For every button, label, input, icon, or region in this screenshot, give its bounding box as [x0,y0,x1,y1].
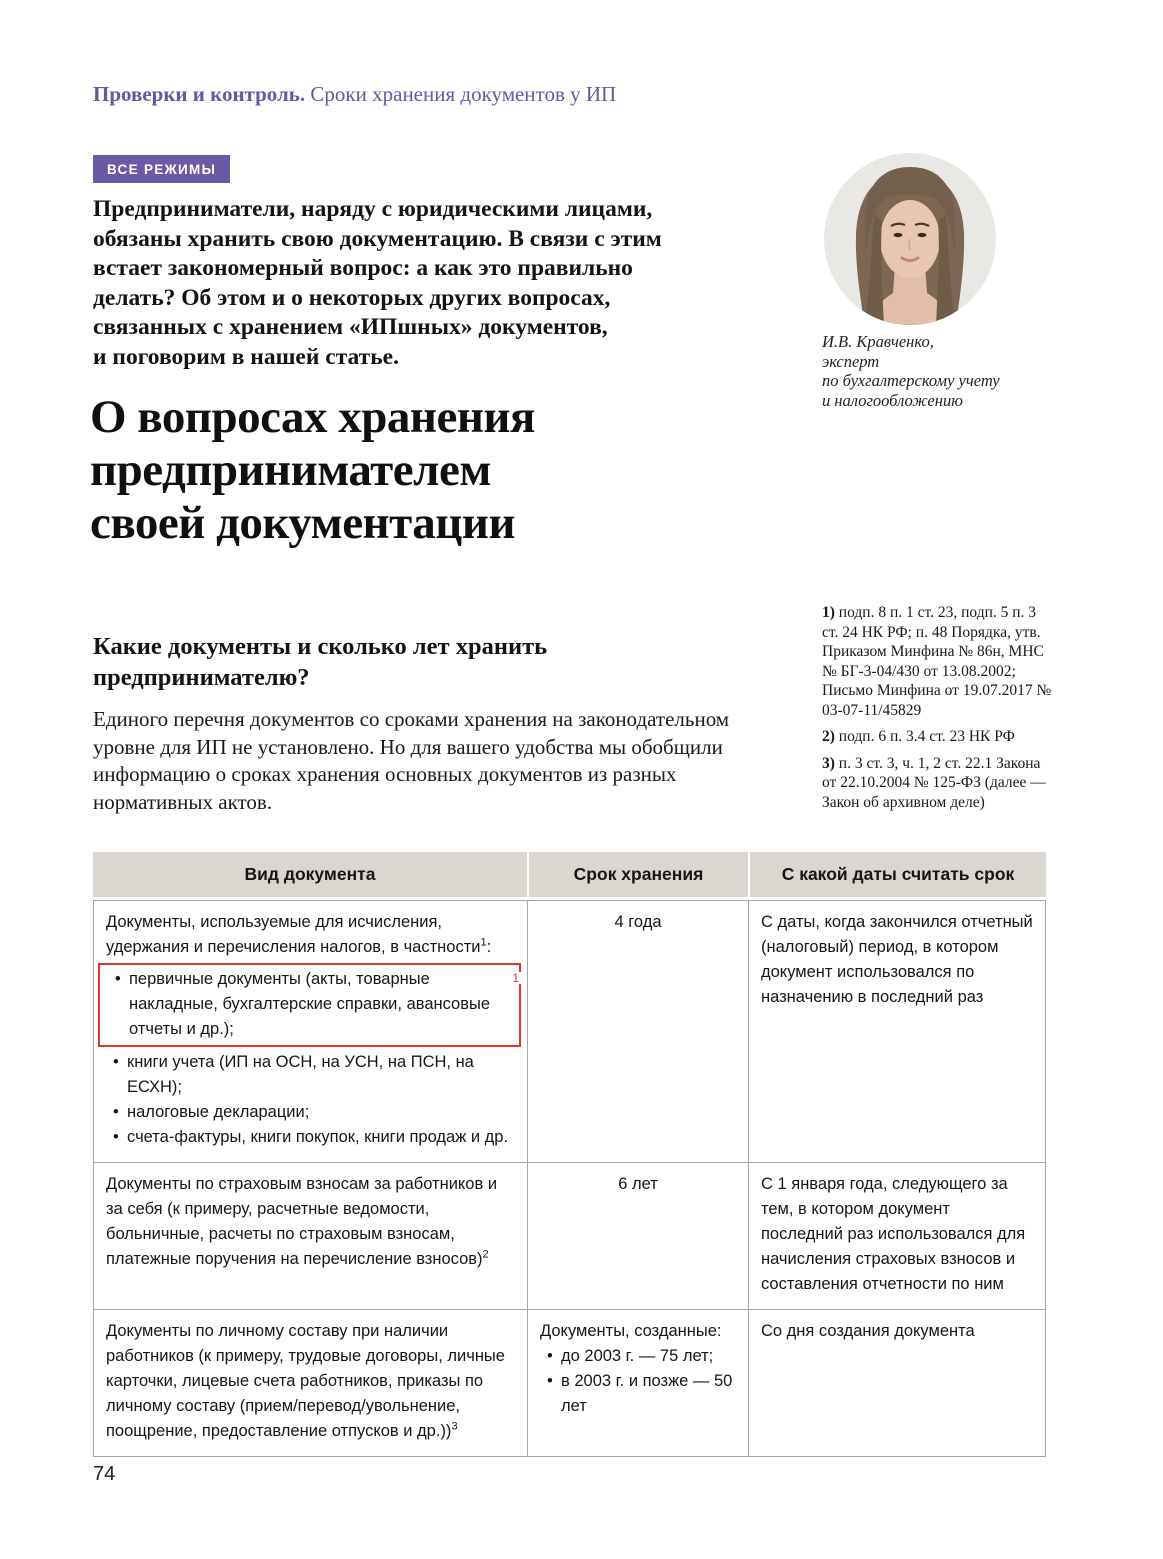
author-photo [824,153,996,325]
table-row-tax-documents [94,901,1045,1162]
bullet-text: до 2003 г. — 75 лет; [561,1347,714,1365]
title-line: своей документации [90,497,516,549]
table-body [93,900,1046,1457]
storage-term-cell [527,1310,748,1456]
title-line: предпринимателем [90,444,491,496]
bullet-text: налоговые декларации; [127,1103,310,1121]
lede-line: и поговорим в нашей статье. [93,343,399,370]
footnote-number: 3) [822,754,835,772]
bullet-text: книги учета (ИП на ОСН, на УСН, на ПСН, на ЕСХН); [127,1053,474,1096]
author-role-line: по бухгалтерскому учету [822,371,1000,390]
storage-term-cell: 6 лет [527,1163,748,1309]
footnote-ref-1: 1 [480,936,487,949]
title-line: О вопросах хранения [90,391,535,443]
date-from-cell: С даты, когда закончился отчетный (налоговый) период, в котором документ использовался по назначению в последний раз [748,901,1045,1162]
footnotes [822,603,1054,819]
bullet-item [106,1050,515,1100]
storage-terms-table [93,852,1046,1457]
rubric-kicker [93,82,616,107]
highlighted-bullet-primary-documents [98,963,521,1047]
lede-line: встает закономерный вопрос: а как это правильно [93,255,633,281]
bullet-item [106,1125,515,1150]
header-cell-storage-term: Срок хранения [527,852,748,897]
term-intro: Документы, созданные: [540,1322,722,1340]
cell-intro: Документы, используемые для исчисления, удержания и перечисления налогов, в частности$^1$: [106,913,492,956]
bullet-item [106,1100,515,1125]
rubric-subtitle: Сроки хранения документов у ИП [310,82,617,106]
cell-text: Документы по страховым взносам за работников и за себя (к примеру, расчетные ведомости, больничные, расчеты по страховым взносам, платежные поручения на перечисление взносов)$^2$ [106,1175,498,1268]
lede-paragraph [93,195,662,372]
footnote-text: подп. 6 п. 3.4 ст. 23 НК РФ [838,728,1015,745]
lede-line: Предприниматели, наряду с юридическими лицами, [93,196,653,222]
lede-line: обязаны хранить свою документацию. В связи с этим [93,225,662,252]
regimes-badge: ВСЕ РЕЖИМЫ [93,155,230,183]
header-cell-date-from: С какой даты считать срок [748,852,1046,897]
date-from-cell: С 1 января года, следующего за тем, в котором документ последний раз использовался для начисления страховых взносов и составления отчетности по ним [748,1163,1045,1309]
cell-text: Документы по личному составу при наличии работников (к примеру, трудовые договоры, личные карточки, лицевые счета работников, приказы по личному составу (прием/перевод/увольнение, поощрение, предоставление отпусков и др.))$^3$ [106,1322,505,1440]
bullet-text: счета-фактуры, книги покупок, книги продаж и др. [127,1128,509,1146]
bullet-item [540,1369,736,1419]
rubric-name: Проверки и контроль. [93,82,306,106]
author-role: эксперт [822,351,880,371]
date-from-cell: Со дня создания документа [748,1310,1045,1456]
storage-term-cell: 4 года [527,901,748,1162]
table-row-personnel-documents [94,1309,1045,1456]
footnote-text: подп. 8 п. 1 ст. 23, подп. 5 п. 3 ст. 24 НК РФ; п. 48 Порядка, утв. Приказом Минфина № 86н, МНС № БГ-3-04/430 от 13.08.2002; Письмо Минфина от 19.07.2017 № 03-07-11/45829 [822,604,1052,719]
footnote-item [822,727,1054,747]
article-title [90,391,535,550]
footnote-number: 1) [822,604,835,621]
lede-line: связанных с хранением «ИПшных» документов, [93,314,608,340]
footnote-ref-3: 3 [451,1420,458,1433]
author-caption [822,332,1000,410]
highlight-marker: • 1 [512,971,519,985]
document-type-cell [94,1163,527,1309]
portrait-illustration [824,153,996,325]
footnote-item [822,603,1054,720]
author-name: И.В. Кравченко, [822,332,934,351]
bullet-item [540,1344,736,1369]
footnote-text: п. 3 ст. 3, ч. 1, 2 ст. 22.1 Закона от 22.10.2004 № 125-ФЗ (далее — Закон об архивном деле) [822,754,1046,811]
lede-line: делать? Об этом и о некоторых других вопросах, [93,284,611,311]
document-type-cell [94,901,527,1162]
table-header-row [93,852,1046,897]
section-heading: Какие документы и сколько лет хранить предпринимателю? [93,633,548,691]
author-role-line: и налогообложению [822,390,963,410]
table-row-insurance-documents [94,1162,1045,1309]
body-paragraph: Единого перечня документов со сроками хранения на законодательном уровне для ИП не установлено. Но для вашего удобства мы обобщили информацию о сроках хранения основных документов из разных нормативных актов. [93,707,730,814]
document-type-cell [94,1310,527,1456]
footnote-item [822,754,1054,813]
bullet-text: первичные документы (акты, товарные накладные, бухгалтерские справки, авансовые отчеты и др.); [129,970,491,1038]
bullet-text: в 2003 г. и позже — 50 лет [561,1372,733,1415]
header-cell-document-type: Вид документа [244,864,376,884]
footnote-ref-2: 2 [482,1248,489,1261]
footnote-number: 2) [822,728,835,745]
page-number: 74 [93,1463,116,1485]
